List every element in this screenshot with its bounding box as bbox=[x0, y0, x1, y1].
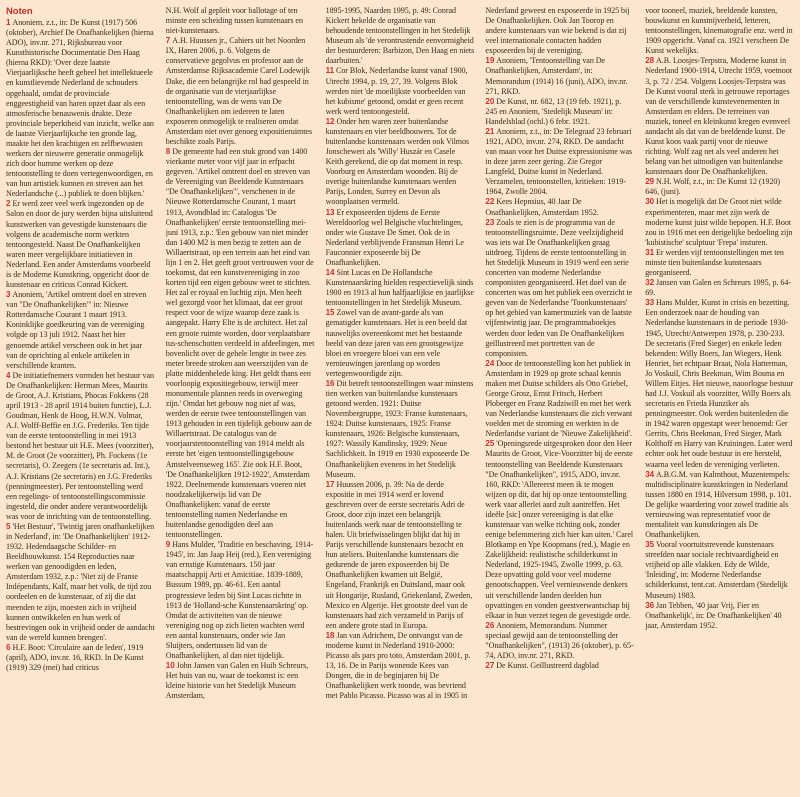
footnote bbox=[645, 601, 794, 631]
footnote-number: 1 bbox=[6, 18, 11, 27]
footnote-text: Anoniem, z.t., in: De Kunst (1917) 506 (oktober), Archief De Onafhankelijken (hierna ADO), inv.nr. 271, Rijksbureau voor Kunsthistorische Documentatie Den Haag (hierna RKD): 'Over deze laatste Vierjaarlijksche heeft geheel het intellektueele en kunstlievende Nederland de schouders opgehaald, omdat de provinciale enggeestigheid van haren opzet daar als een atmosferische benauwenis drukte. Deze provinciale beperktheid van inzicht, welke aan de laatste Vierjaarlijksche ten gronde lag, maakte het den krachtigen en zelfbewusten werkers der nieuwere generatie onmogelijk zich door humme werken op deze tentoonstelling te doen vertegenwoordigen, en van hun artistiek kunnen en streven aan het Nederlandsche (...) publiek te doen blijken.' bbox=[6, 18, 154, 199]
footnote-number: 34 bbox=[645, 469, 655, 479]
footnote-text: Jansen van Galen en Schreurs 1995, p. 64-69. bbox=[645, 278, 791, 298]
footnote bbox=[166, 6, 315, 36]
footnote bbox=[6, 290, 155, 371]
footnote-text: Er werd zeer veel werk ingezonden op de Salon en door de jury werden bijna uitsluitend kunstwerken van gevestigde kunstenaars die volgens de academische norm werkten tentoongesteld. Naast De Onafhankelijken waren meer vergelijkbare initiatieven in Nederland. Een ander Amsterdams voorbeeld is de Moderne Kunstkring, opgericht door de kunstenaar en criticus Conrad Kickert. bbox=[6, 199, 153, 290]
footnote-number: 31 bbox=[645, 247, 655, 257]
footnote-text: N.H. Wolf al gepleit voor ballotage of ten minste een scheiding tussen kunstenaars en niet-kunstenaars. bbox=[165, 6, 303, 36]
footnote-text: Onder hen waren zeer buitenlandse kunstenaars en vier beeldhouwers. Tot de buitenlandse kunstenaars werden ook Vilmos Jonscheweri als 'Willy' Huszár en Casele Keith gerekend, die op dat moment in resp. Voorburg en Amsterdam woonden. Bij de overige buitenlandse kunstenaars werden Parijs, Londen, Surrey en Devon als woonplaatsen vermeld. bbox=[325, 116, 470, 207]
footnote-number: 17 bbox=[325, 479, 335, 489]
footnote bbox=[485, 218, 634, 359]
footnote bbox=[645, 298, 794, 469]
footnote bbox=[645, 56, 794, 177]
footnote bbox=[326, 208, 475, 268]
footnote-number: 5 bbox=[6, 521, 11, 531]
footnote bbox=[166, 147, 315, 540]
footnote-text: Anoniem, 'Artikel omtrent doel en streven van "De Onafhankelijken"' in: Nieuwe Rotterdamsche Courant 1 maart 1913. Koninklijke goedkeuring van de vereniging volgde op 13 juli 1912. Naast het hier genoemde artikel verscheen ook in het jaar van de oprichting al enkele artikelen in verschillende kranten. bbox=[6, 290, 147, 370]
footnote bbox=[645, 6, 794, 56]
footnote bbox=[485, 197, 634, 217]
footnote-text: Anoniem, 'Tentoonstelling van De Onafhankelijken, Amsterdam', in: Memorandum (1914) 16 (juni), ADO, inv.nr. 271, RKD. bbox=[485, 56, 628, 96]
footnote bbox=[645, 248, 794, 278]
footnote-text: Cor Blok, Nederlandse kunst vanaf 1900, Utrecht 1994, p. 19, 27, 39. Volgens Blok werden niet 'de moeilijkste voorbeelden van het kubisme' getoond, omdat er geen recent werk werd tentoongesteld. bbox=[325, 66, 468, 116]
footnote-text: voor tooneel, muziek, beeldende kunsten, bouwkunst en kunstnijverheid, letteren, tentoonstellingen, kinematografie enz. werd in 1909 opgericht. Vanaf ca. 1921 verscheen De Kunst wekelijks. bbox=[645, 6, 793, 56]
footnote-text: De gemeente had een stuk grond van 1400 vierkante meter voor vijf jaar in erfpacht gegeven. 'Artikel omtrent doel en streven van de Vereeniging van Beeldende Kunstenaars "De Onafhankelijken"', verschenen in de Nieuwe Rotterdamsche Courant, 1 maart 1913, Avondblad in: Catalogus 'De Onafhankelijken' eerste tentoonstelling mei-juni 1913, z.p.: 'Een gebouw van niet minder dan 1400 M2 is men bezig te zetten aan de Willaertstraat, op een terrein aan het eind van lijn 1 en 2. Het geeft groot vertrouwen voor de toekomst, dat een kunstvereeniging in zoo korten tijd een eigen gebouw weet te stichten. Het zal er royaal en luchtig zijn. Men heeft wel gezorgd voor het klimaat, dat eer groot respect voor de wijze waarop deze zaak is aangepakt. Harry Elte is de architect. Het zal een groote ruimte worden, door verplaatsbare tus-schenschotten verdeeld in afdeelingen, met bovenlicht over de gehele lengte in twee zes meter breede stroken aan weerszijden van de platte middenhelede king. Het geldt thans een voorloopig expositiegebouw, terwijl meer monumentale plannen reeds in overweging zijn.' Omdat het gebouw nog niet af was, werden de eerste twee tentoonstellingen van 1913 gehouden in een tijdelijk gebouw aan de Willaertstraat. De catalogus van de voorjaarstentoonstelling van 1914 meldt als eerste het 'eigen tentoonstellingsgebouw Amstelveenseweg 165'. Zie ook H.F. Boot, 'De Onafhankelijken 1912-1922', Amsterdam 1922. Deelnemende kunstenaars voeren niet noodzakelijkerwijs lid van De Onafhankelijken: vanaf de eerste tentoonstelling namen Nederlandse en buitenlandse genodigden deel aan tentoonstellingen. bbox=[165, 147, 315, 540]
footnote-text: Hans Mulder, 'Traditie en beschaving, 1914-1945', in: Jan Jaap Heij (red.), Een vereniging van ernstige Kunstenaars. 150 jaar maatschappij Arti et Amicitiae. 1839-1889, Bussum 1989, pp. 46-61. Een aantal progressieve leden bij Sint Lucas richtte in 1913 de 'Holland-sche Kunstenaarskring' op. Omdat de activiteiten van de nieuwe vereniging nog op zich lieten wachten werd een aantal kunstenaars, onder wie Jan Sluijters, ondertussen lid van de Onafhankelijken, al dan niet tijdelijk. bbox=[165, 540, 314, 660]
footnote-number: 15 bbox=[325, 308, 335, 318]
footnote-text: 1895-1995, Naarden 1995, p. 49: Conrad Kickert hekelde de organisatie van behoudende tentoonstellingen in het Stedelijk Museum als 'de verontrustende eenvormigheid der bestuurderen: Barbizon, Den Haag en niets daarbuiten.' bbox=[325, 6, 475, 66]
footnote bbox=[326, 117, 475, 208]
footnote-number: 18 bbox=[325, 630, 335, 640]
footnote-number: 35 bbox=[645, 540, 655, 550]
footnote-text: De Kunst, nr. 682, 13 (19 feb. 1921), p. 245 en Anoniem, 'Stedelijk Museum' in: Handelsblad (ochl.) 6 febr. 1921. bbox=[485, 96, 622, 126]
footnote-text: Door de tentoonstelling kon het publiek in Amsterdam in 1929 op grote schaal kennis maken met Duitse schilders als Otto Griebel, George Grosz, Ernst Fritsch, Herbert Ploberger en Franz Radziwill en met het werk van Nederlandse kunstenaars die zich verwant voelden met de stroming en werkten in de Nederlandse variant de 'Nieuwe Zakelijkheid'. bbox=[485, 358, 633, 439]
notes-column bbox=[6, 6, 155, 793]
footnote-number: 30 bbox=[645, 197, 655, 207]
footnote-text: A.B. Loosjes-Terpstra, Moderne kunst in Nederland 1900-1914, Utrecht 1959, voetnoot 3, p. 72 / 254. Volgens Loosjes-Terpstra was De Kunst vooral sterk in getrouwe reportages van de verschillende kunstevenementen in Amsterdam en elders. De terreinen van muziek, toneel en kleinkunst kregen evenveel aandacht als dat van de beeldende kunst. De Kunst koos vaak partij voor de nieuwe richting. Wolf zag net als veel anderen het belang van het uitnodigen van buitenlandse kunstenaars door De Onafhankelijken. bbox=[645, 56, 792, 177]
footnote-number: 3 bbox=[6, 290, 11, 300]
footnote-number: 29 bbox=[645, 177, 655, 187]
notes-heading: Noten bbox=[6, 6, 33, 17]
footnote bbox=[485, 127, 634, 198]
footnote-number: 4 bbox=[6, 370, 11, 380]
footnote bbox=[485, 6, 634, 56]
notes-column bbox=[645, 6, 794, 793]
footnote-number: 22 bbox=[485, 197, 495, 207]
footnote bbox=[326, 66, 475, 116]
footnote-text: Huussen 2006, p. 39: Na de derde expositie in mei 1914 werd er lovend geschreven over de eerste secretaris Adri de Groot, door zijn inzet een belangrijk buitenlands werk naar de tentoonstelling te halen. Uit briefwisselingen blijkt dat hij in Parijs verschillende kunstenaars bezocht en hun ateliers. Buitenlandse kunstenaars die gedurende de jaren exposeerden bij De Onafhankelijken kwamen uit België, Engeland, Frankrijk en Duitsland, maar ook uit Hongarije, Rusland, Griekenland, Zweden, Mexico en Algerije. Het grootste deel van de kunstenaars had zich verzameld in Parijs of een andere grote stad in Europa. bbox=[325, 479, 473, 630]
footnote-text: 'Openingsrede uitgesproken door den Heer Maurits de Groot, Vice-Voorzitter bij de eerste tentoonstelling van Beeldende Kunstenaars "De Onafhankelijken", 1915, ADO, inv.nr. 160, RKD: 'Allereerst meen ik te mogen wijzen op dit, dat hij op onze tentoonstelling werk vaar allerlei aard zult aantreffen. Het ideële [sic] onzer vereeniging is dat elke kunstenaar van welke richting ook, zonder eenige belemmering zich hier kan uiten.' Carel Blotkamp en Ype Koopmans (red.), Magie en Zakelijkheid: realistische schilderkunst in Nederland, 1925-1945, Zwolle 1999, p. 63. Deze opvatting gold voor veel moderne genootschappen. Veel vernieuwende denkers uit verschillende landen deelden hun opvattingen en vonden geestverwantschap bij elkaar in hun verzet tegen de gevestigde orde. bbox=[485, 439, 634, 620]
footnote-text: Jan Tebben, '40 jaar Vrij, Fier en Onafhankelijk', in: De Onafhankelijken' 40 jaar, Amsterdam 1952. bbox=[645, 600, 782, 630]
footnote bbox=[6, 643, 155, 673]
footnote-text: A.H. Huussen jr., Cahiers uit het Noorden IX, Haren 2006, p. 6. Volgens de conservatieve gegolvus en professor aan de Amsterdamse Rijksacademie Carel Lodewijk Dake, die een belangrijke rol had gespeeld in de organisatie van de vierjaarlijkse tentoonstelling, was de wens van De Onafhankelijken om iedereen te laten exposeren onmogelijk te realiseren omdat Amsterdam niet over genoeg expositieruimtes beschikte zoals Parijs. bbox=[165, 36, 313, 147]
footnote-number: 27 bbox=[485, 661, 495, 671]
footnote-number: 16 bbox=[325, 378, 335, 388]
footnote bbox=[645, 470, 794, 541]
footnote-text: Nederland geweest en exposeerde in 1925 bij De Onafhankelijken. Ook Jan Toorop en andere kunstenaars van wie bekend is dat zij veel internationale contacten hadden exposeerden bij de vereniging. bbox=[485, 6, 630, 56]
footnote bbox=[485, 661, 634, 671]
footnote bbox=[645, 177, 794, 197]
footnote bbox=[485, 56, 634, 96]
footnote-text: N.H. Wolf, z.t., in: De Kunst 12 (1920) 646, (juni). bbox=[645, 177, 781, 197]
footnote-text: Sint Lucas en De Hollandsche Kunstenaarskring hielden respectievelijk sinds 1900 en 1913 al hun halfjaarlijkse en jaarlijkse tentoonstellingen in het Stedelijk Museum. bbox=[325, 268, 475, 308]
notes-column bbox=[485, 6, 634, 793]
footnote-text: Dit betreft tentoonstellingen waar minstens tien werken van buitenlandse kunstenaars getoond werden. 1921: Duitse Novembergruppe, 1923: Franse kunstenaars, 1924: Duitse kunstenaars, 1925: Franse kunstenaars, 1926: Belgische kunstenaars, 1927: Wassily Kandinsky, 1929: Neue Sachlichkeit. In 1919 en 1930 exposeerde De Onafhankelijken evenens in het Stedelijk Museum. bbox=[325, 378, 474, 479]
footnote bbox=[326, 379, 475, 480]
footnote bbox=[326, 631, 475, 702]
footnote bbox=[326, 308, 475, 379]
footnote bbox=[166, 36, 315, 147]
footnote bbox=[326, 480, 475, 631]
footnote-number: 32 bbox=[645, 278, 655, 288]
footnote bbox=[6, 199, 155, 290]
footnote-text: De Kunst. Geïllustreerd dagblad bbox=[496, 661, 599, 671]
footnote bbox=[485, 621, 634, 661]
footnote-number: 23 bbox=[485, 217, 495, 227]
footnote bbox=[166, 540, 315, 661]
footnote bbox=[645, 197, 794, 247]
footnote-text: Anoniem, Memorandum. Nummer speciaal gewijd aan de tentoonstelling der "Onafhankelijken", (1913) 26 (oktober), p. 65-74, ADO, inv.nr. 271, RKD. bbox=[485, 620, 634, 660]
footnote bbox=[326, 268, 475, 308]
footnote-text: Anoniem, z.t., in: De Telegraaf 23 februari 1921, ADO, inv.nr. 274, RKD. De aandacht van maan voor het Duitse expressionisme was in deze jaren zeer gering. Zie Gregor Langfeld, Duitse kunst in Nederland. Verzamelen, tentoonstellen, kritieken: 1919-1964, Zwolle 2004. bbox=[485, 126, 633, 197]
footnote-text: Er werden vijf tentoonstellingen met ten minste tien buitenlandse kunstenaars georganiseerd. bbox=[645, 247, 784, 278]
footnote-text: John Jansen van Galen en Huib Schreurs, Het huis van nu, waar de toekomst is: een kleine historie van het Stedelijk Museum Amsterdam, bbox=[165, 661, 309, 701]
footnote-number: 8 bbox=[165, 147, 171, 157]
footnote bbox=[326, 6, 475, 66]
footnote-number: 28 bbox=[645, 56, 655, 66]
footnote bbox=[485, 359, 634, 440]
footnote-text: Er exposeerden tijdens de Eerste Wereldoorlog wel Belgische vluchtelingen, onder wie Gustave De Smet. Ook de in Nederland verblijvende Fransman Henri Le Fauconnier exposeerde bij De Onafhankelijken. bbox=[325, 207, 464, 267]
footnote-text: Jan van Adrichem, De ontvangst van de moderne kunst in Nederland 1910-2000: Picasso als pars pro toto, Amsterdam 2001, p. 13, 16. De in Parijs wonende Kees van Dongen, die in de beginjaren bij De Onafhankelijken werk toonde, was bevriend met Pablo Picasso. Picasso was al in 1905 in bbox=[325, 630, 471, 701]
footnote-number: 12 bbox=[325, 116, 335, 126]
footnote bbox=[6, 18, 155, 199]
footnote-number: 26 bbox=[485, 620, 495, 630]
footnote bbox=[6, 371, 155, 522]
notes-column bbox=[326, 6, 475, 793]
footnote-number: 14 bbox=[325, 268, 335, 278]
footnote-text: A.B.G.M. van Kalmthout, Muzentempels: multidisciplinaire kunstkringen in Nederland tussen 1880 en 1914, Hilversum 1998, p. 101. De gelijke waardering voor zowel traditie als vernieuwing was representatief voor de mentaliteit van kunstkringen als De Onafhankelijken. bbox=[645, 469, 792, 540]
footnote bbox=[645, 278, 794, 298]
footnote bbox=[645, 540, 794, 600]
footnote-number: 13 bbox=[325, 207, 335, 217]
footnote-number: 21 bbox=[485, 126, 495, 136]
footnote-text: 'Het Bestuur', 'Twintig jaren onafhankelijken in Nederland', in: 'De Onafhankelijken' 1912-1932. Hedendaagsche Schilder- en Beeldhouwkunst. 154 Reproducties naar werken van genoodigden en leden, Amsterdam 1932, z.p.: 'Niet zij de Franse Indépendants, Kalf, maar het volk, de tijd zou oordeelen en de kunstenaar, of zij die dat meenden te zijn, moesten zich in vrijheid kunnen ontwikkelen en hun werk of bestrevingen ook in vrijheid onder de aandacht van de wereld kunnen brengen'. bbox=[6, 521, 155, 642]
footnote-text: Hans Mulder, Kunst in crisis en bezetting. Een onderzoek naar de houding van Nederlandse kunstenaars in de periode 1930-1945, Utrecht/Antwerpen 1978, p. 230-233. De secretaris (Fred Sieger) en enkele leden bekenden: Willy Boers, Jan Wiegers, Henk Henriet, het echtpaar Braat, Nola Hatterman, Jo Voskuil, Chris Beekman, Wim Bosma en Willem Eitjes. Het nieuwe, naoorlogse bestuur had J.J. Voskuil als voorzitter, Willy Boers als secretaris en Frieda Hunziker als penningmeester. Ook werden buitenleden die in 1942 waren opgestapt weer benoemd: Ger Gerrits, Chris Beekman, Fred Sieger, Mark Kolthoff en Harry van Kruiningen. Later werd echter ook het oude bestuur in ere hersteld, waarna veel leden de vereniging verlieten. bbox=[645, 298, 794, 469]
footnote-text: De initiatiefnemers vormden het bestuur van De Onafhankelijken: Herman Mees, Maurits de Groot, A.J. Kristians, Phocas Fokkens (28 april 1913 - 28 april 1914 buiten functie), L.J. Goudman, Henk de Hoog, H.W.N. Volmar, A.J. Wolff-Beffie en J.G. Frederiks. Ten tijde van de eerste tentoonstelling in mei 1913 bestond het bestuur uit H.E. Mees (voorzitter), M. de Groot (2e voorzitter), Ph. Fockens (1e secretaris), O. Zeegers (1e secretaris ad. Int.), A.J. Kristians (2e secretaris) en J.G. Frederiks (penningmeester). Per tentoonstelling werd een regelings- of tentoonstellingscommissie ingesteld, die onder andere verantwoordelijk was voor de inrichting van de tentoonstelling. bbox=[6, 370, 154, 521]
footnote-number: 36 bbox=[645, 600, 655, 610]
footnote-text: Het is mogelijk dat De Groot niet wilde experimenteren, maar met zijn werk de moderne kunst juist wilde bepopen. H.F. Boot zou in 1916 met een derigelijke bedoeling zijn 'kubistische' sculptuur 'Frepa' insturen. bbox=[645, 197, 793, 247]
footnote bbox=[485, 439, 634, 620]
footnote-text: Vooral voortuitstrevende kunstenaars streefden naar sociale rechtvaardigheid en vrijheid op alle vlakken. Edy de Wilde, 'Inleiding', in: Moderne Nederlandse schilderkunst, tent.cat. Amsterdam (Stedelijk Museum) 1983. bbox=[645, 540, 788, 600]
footnote-number: 10 bbox=[165, 661, 175, 671]
footnote-text: H.F. Boot: 'Circulaire aan de leden', 1919 (april), ADO, inv.nr. 16, RKD. In De Kunst (1919) 329 (mei) had criticus bbox=[6, 642, 144, 672]
footnote bbox=[6, 522, 155, 643]
footnote-number: 6 bbox=[6, 642, 11, 652]
footnote-number: 2 bbox=[6, 199, 11, 209]
footnote-number: 11 bbox=[325, 66, 335, 76]
footnote-number: 9 bbox=[165, 540, 171, 550]
footnote-number: 24 bbox=[485, 358, 495, 368]
footnote bbox=[485, 97, 634, 127]
footnote-text: Zowel van de avant-garde als van gematigder kunstenaars. Het is een beeld dat nauwelijks overeenkomt met het bestaande beeld van deze jaren van een grootsgewijze bloei en vroegere bloei van een vele vernieuwingen jarenlang op worden vertegenwoordigde zijn. bbox=[325, 308, 468, 378]
footnote-text: Zoals te zien is de programma van de tentoonstellingsruimte. Deze veelzijdigheid was iets wat De Onafhankelijken graag uitdroeg. Tijdens de eerste tentoonstelling in het Stedelijk Museum in 1919 werd een serie concerten van moderne Nederlandse componisten georganiseerd. Het doel van de concerten was om het publiek een overzicht te geven van de Nederlandse 'Toonkunstenaars' op het gebied van kamermuziek van de laatste vijfentwintig jaar. De programmaboekjes werden door leden van De Onafhankelijken geïllustreerd met portretten van de componisten. bbox=[485, 217, 633, 358]
footnote-number: 19 bbox=[485, 56, 495, 66]
footnote-number: 33 bbox=[645, 298, 655, 308]
footnote-number: 7 bbox=[165, 36, 171, 46]
footnote-number: 20 bbox=[485, 96, 495, 106]
notes-column bbox=[166, 6, 315, 793]
footnote-text: Kees Hepnsius, 40 Jaar De Onafhankelijken, Amsterdam 1952. bbox=[485, 197, 599, 217]
footnote-number: 25 bbox=[485, 439, 495, 449]
footnote bbox=[166, 661, 315, 701]
